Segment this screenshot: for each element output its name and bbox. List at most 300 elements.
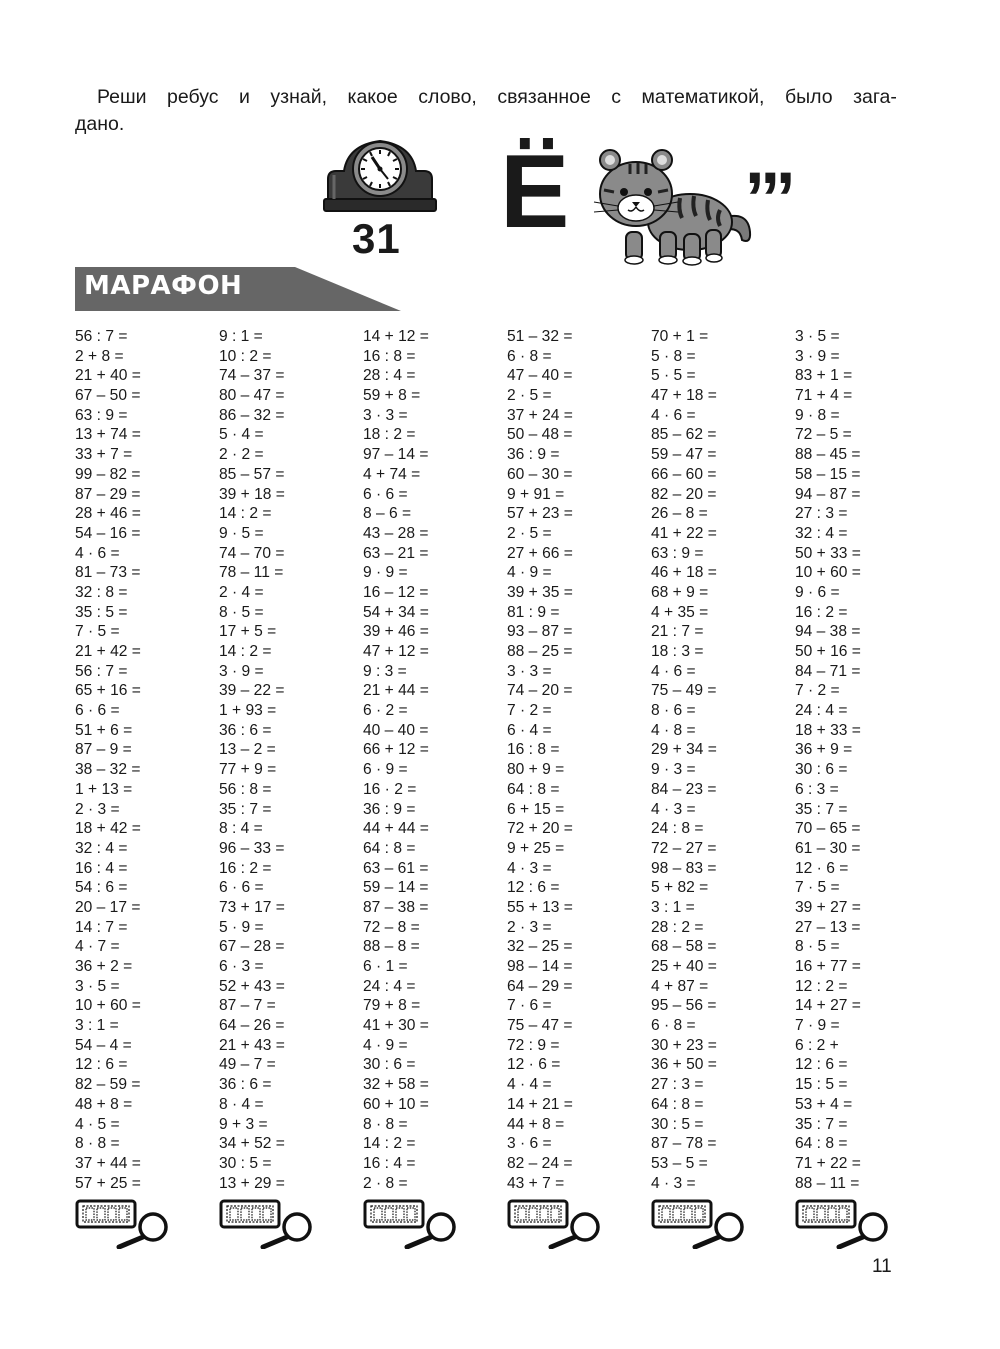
exercise-item: 9 · 8 = xyxy=(795,406,840,424)
exercise-item: 36 + 2 = xyxy=(75,958,133,975)
exercise-item: 16 : 2 = xyxy=(219,859,272,877)
exercise-item: 88 – 11 = xyxy=(795,1174,860,1192)
exercise-item: 66 + 12 = xyxy=(363,741,429,759)
exercise-item: 21 : 7 = xyxy=(651,623,704,641)
exercise-item: 74 – 70 = xyxy=(219,544,285,562)
exercise-item: 40 – 40 = xyxy=(363,721,429,739)
exercise-item: 78 – 11 = xyxy=(219,564,284,582)
exercise-item: 3 : 1 = xyxy=(75,1017,119,1035)
exercise-item: 24 : 4 = xyxy=(795,702,848,720)
exercise-item: 32 : 4 = xyxy=(75,839,128,857)
exercise-item: 27 : 3 = xyxy=(795,505,848,523)
exercise-item: 37 + 24 = xyxy=(507,406,573,424)
exercise-item: 72 + 20 = xyxy=(507,820,573,838)
tiger-icon xyxy=(590,140,760,268)
exercise-item: 84 – 23 = xyxy=(651,780,717,798)
intro-line-1 xyxy=(75,84,897,111)
exercise-item: 30 + 23 = xyxy=(651,1036,717,1054)
exercise-item: 28 + 46 = xyxy=(75,505,141,523)
exercise-item: 74 – 37 = xyxy=(219,367,285,385)
exercise-item: 58 – 15 = xyxy=(795,465,861,483)
exercise-item: 14 + 27 = xyxy=(795,997,861,1015)
intro-word: слово, xyxy=(418,86,477,108)
exercise-item: 64 – 26 = xyxy=(219,1017,285,1035)
exercise-item: 39 + 27 = xyxy=(795,898,861,916)
exercise-item: 3 · 3 = xyxy=(507,662,552,680)
exercise-item: 7 · 2 = xyxy=(507,702,552,720)
exercise-item: 64 – 29 = xyxy=(507,977,573,995)
intro-word: зага- xyxy=(853,86,897,108)
exercise-item: 6 : 2 + xyxy=(795,1036,839,1054)
exercise-item: 54 – 16 = xyxy=(75,524,141,542)
exercise-item: 2 · 2 = xyxy=(219,446,264,464)
exercise-item: 8 · 8 = xyxy=(75,1135,120,1153)
exercise-item: 56 : 7 = xyxy=(75,662,128,680)
exercise-item: 82 – 24 = xyxy=(507,1154,573,1172)
exercise-item: 25 + 40 = xyxy=(651,958,717,975)
exercise-item: 39 + 46 = xyxy=(363,623,429,641)
column-tool-icons xyxy=(75,1197,175,1249)
section-title: МАРАФОН xyxy=(84,271,243,301)
exercise-item: 72 : 9 = xyxy=(507,1036,560,1054)
timer-display-icon xyxy=(77,1201,135,1227)
exercise-item: 67 – 28 = xyxy=(219,938,285,956)
exercise-item: 47 + 12 = xyxy=(363,643,429,660)
exercise-item: 55 + 13 = xyxy=(507,898,573,916)
exercise-item: 3 · 6 = xyxy=(507,1135,552,1153)
exercise-item: 16 : 8 = xyxy=(507,741,560,759)
exercise-item: 6 · 3 = xyxy=(219,958,264,975)
rebus-number: 31 xyxy=(352,215,401,262)
exercise-item: 24 : 4 = xyxy=(363,977,416,995)
exercise-item: 32 : 8 = xyxy=(75,583,128,601)
exercise-item: 95 – 56 = xyxy=(651,997,717,1015)
intro-word: Реши xyxy=(97,86,147,108)
exercise-item: 8 · 5 = xyxy=(219,603,264,621)
exercise-item: 80 – 47 = xyxy=(219,387,285,405)
exercise-item: 57 + 23 = xyxy=(507,505,573,523)
exercise-item: 2 · 5 = xyxy=(507,524,552,542)
exercise-item: 87 – 9 = xyxy=(75,741,132,759)
exercise-item: 8 : 4 = xyxy=(219,820,263,838)
exercise-item: 6 · 8 = xyxy=(651,1017,696,1035)
exercise-item: 16 – 12 = xyxy=(363,583,429,601)
exercise-item: 30 : 5 = xyxy=(651,1115,704,1133)
exercise-item: 8 · 8 = xyxy=(363,1115,408,1133)
intro-word: математикой, xyxy=(641,86,765,108)
exercise-item: 12 · 6 = xyxy=(795,859,849,877)
exercise-item: 2 · 3 = xyxy=(75,800,120,818)
exercise-item: 85 – 62 = xyxy=(651,426,717,444)
exercise-item: 50 – 48 = xyxy=(507,426,573,444)
exercise-item: 88 – 45 = xyxy=(795,446,861,464)
exercise-item: 6 · 6 = xyxy=(363,485,408,503)
exercise-item: 1 + 13 = xyxy=(75,780,133,798)
exercise-item: 87 – 29 = xyxy=(75,485,141,503)
exercise-item: 2 · 3 = xyxy=(507,918,552,936)
exercise-item: 77 + 9 = xyxy=(219,761,277,779)
exercise-item: 87 – 78 = xyxy=(651,1135,717,1153)
exercise-item: 84 – 71 = xyxy=(795,662,861,680)
exercise-column xyxy=(363,327,503,1193)
exercise-item: 4 · 9 = xyxy=(363,1036,408,1054)
exercise-item: 54 – 4 = xyxy=(75,1036,132,1054)
exercise-item: 53 + 4 = xyxy=(795,1095,853,1113)
exercise-item: 50 + 33 = xyxy=(795,544,861,562)
exercise-item: 38 – 32 = xyxy=(75,761,141,779)
exercise-item: 24 : 8 = xyxy=(651,820,704,838)
exercise-item: 36 + 9 = xyxy=(795,741,853,759)
exercise-item: 7 · 9 = xyxy=(795,1017,840,1035)
exercise-item: 4 · 9 = xyxy=(507,564,552,582)
exercise-item: 37 + 44 = xyxy=(75,1154,141,1172)
exercise-column xyxy=(75,327,215,1193)
exercise-item: 4 + 74 = xyxy=(363,465,421,483)
column-tool-icons xyxy=(219,1197,319,1249)
exercise-item: 18 : 3 = xyxy=(651,643,704,660)
exercise-item: 79 + 8 = xyxy=(363,997,421,1015)
exercise-item: 4 · 3 = xyxy=(507,859,552,877)
page-number: 11 xyxy=(872,1256,892,1277)
exercise-item: 7 · 6 = xyxy=(507,997,552,1015)
exercise-item: 43 – 28 = xyxy=(363,524,429,542)
exercise-item: 44 + 44 = xyxy=(363,820,429,838)
exercise-item: 82 – 20 = xyxy=(651,485,717,503)
exercise-item: 47 – 40 = xyxy=(507,367,573,385)
exercise-item: 6 · 1 = xyxy=(363,958,408,975)
exercise-item: 97 – 14 = xyxy=(363,446,429,464)
exercise-item: 3 · 5 = xyxy=(795,328,840,345)
timer-display-icon xyxy=(365,1201,423,1227)
exercise-item: 35 : 7 = xyxy=(219,800,272,818)
exercise-item: 21 + 42 = xyxy=(75,643,141,660)
exercise-item: 14 : 2 = xyxy=(219,643,272,660)
exercise-item: 32 – 25 = xyxy=(507,938,573,956)
exercise-item: 6 · 6 = xyxy=(219,879,264,897)
exercise-item: 3 · 9 = xyxy=(219,662,264,680)
exercise-item: 32 : 4 = xyxy=(795,524,848,542)
exercise-item: 21 + 40 = xyxy=(75,367,141,385)
intro-word: было xyxy=(784,86,833,108)
exercise-item: 39 – 22 = xyxy=(219,682,285,700)
exercise-item: 94 – 87 = xyxy=(795,485,861,503)
intro-word: узнай, xyxy=(270,86,328,108)
exercise-item: 16 + 77 = xyxy=(795,958,861,975)
exercise-item: 9 : 3 = xyxy=(363,662,407,680)
exercise-item: 14 : 7 = xyxy=(75,918,128,936)
exercise-column xyxy=(219,327,359,1193)
exercise-item: 16 : 4 = xyxy=(75,859,128,877)
exercise-item: 59 – 14 = xyxy=(363,879,429,897)
exercise-item: 4 · 6 = xyxy=(651,662,696,680)
exercise-item: 72 – 5 = xyxy=(795,426,852,444)
exercise-item: 9 · 9 = xyxy=(363,564,408,582)
exercise-item: 8 · 6 = xyxy=(651,702,696,720)
exercise-item: 16 · 2 = xyxy=(363,780,417,798)
exercise-item: 75 – 49 = xyxy=(651,682,717,700)
exercise-item: 3 · 5 = xyxy=(75,977,120,995)
exercise-item: 18 : 2 = xyxy=(363,426,416,444)
exercise-item: 36 : 9 = xyxy=(363,800,416,818)
exercise-item: 10 : 2 = xyxy=(219,347,272,365)
exercise-item: 4 · 3 = xyxy=(651,1174,696,1192)
exercise-item: 6 · 4 = xyxy=(507,721,552,739)
exercise-item: 41 + 30 = xyxy=(363,1017,429,1035)
exercise-item: 6 · 9 = xyxy=(363,761,408,779)
exercise-item: 56 : 7 = xyxy=(75,328,128,345)
exercise-item: 56 : 8 = xyxy=(219,780,272,798)
exercise-item: 7 · 5 = xyxy=(795,879,840,897)
exercise-item: 6 : 3 = xyxy=(795,780,839,798)
exercise-item: 70 – 65 = xyxy=(795,820,861,838)
exercise-item: 9 + 91 = xyxy=(507,485,565,503)
exercise-item: 46 + 18 = xyxy=(651,564,717,582)
exercise-item: 16 : 2 = xyxy=(795,603,848,621)
exercise-item: 2 + 8 = xyxy=(75,347,124,365)
clock-icon xyxy=(322,135,437,215)
exercise-item: 14 + 21 = xyxy=(507,1095,573,1113)
exercise-item: 96 – 33 = xyxy=(219,839,285,857)
exercise-item: 27 : 3 = xyxy=(651,1076,704,1094)
exercise-item: 12 : 6 = xyxy=(507,879,560,897)
exercise-item: 70 + 1 = xyxy=(651,328,709,345)
exercise-item: 47 + 18 = xyxy=(651,387,717,405)
exercise-column xyxy=(795,327,935,1193)
exercise-item: 4 · 6 = xyxy=(75,544,120,562)
exercise-item: 6 + 15 = xyxy=(507,800,565,818)
exercise-item: 12 · 6 = xyxy=(507,1056,561,1074)
exercise-item: 18 + 42 = xyxy=(75,820,141,838)
exercise-item: 29 + 34 = xyxy=(651,741,717,759)
exercise-item: 20 – 17 = xyxy=(75,898,141,916)
exercise-item: 63 : 9 = xyxy=(75,406,128,424)
exercise-item: 35 : 7 = xyxy=(795,800,848,818)
intro-line-2: дано. xyxy=(75,113,125,135)
exercise-item: 10 + 60 = xyxy=(75,997,141,1015)
exercise-item: 4 · 6 = xyxy=(651,406,696,424)
timer-display-icon xyxy=(221,1201,279,1227)
exercise-item: 44 + 8 = xyxy=(507,1115,565,1133)
exercise-item: 35 : 7 = xyxy=(795,1115,848,1133)
exercise-item: 17 + 5 = xyxy=(219,623,277,641)
exercise-item: 30 : 6 = xyxy=(795,761,848,779)
exercise-item: 32 + 58 = xyxy=(363,1076,429,1094)
intro-word: ребус xyxy=(167,86,219,108)
exercise-item: 7 · 2 = xyxy=(795,682,840,700)
exercise-item: 16 : 8 = xyxy=(363,347,416,365)
exercise-item: 3 : 1 = xyxy=(651,898,695,916)
exercise-item: 2 · 4 = xyxy=(219,583,264,601)
exercise-item: 81 : 9 = xyxy=(507,603,560,621)
exercise-item: 85 – 57 = xyxy=(219,465,285,483)
exercise-item: 71 + 22 = xyxy=(795,1154,861,1172)
exercise-item: 63 – 61 = xyxy=(363,859,429,877)
exercise-item: 10 + 60 = xyxy=(795,564,861,582)
exercise-item: 18 + 33 = xyxy=(795,721,861,739)
exercise-item: 49 – 7 = xyxy=(219,1056,276,1074)
column-tool-icons xyxy=(795,1197,895,1249)
exercise-item: 41 + 22 = xyxy=(651,524,717,542)
exercise-item: 51 + 6 = xyxy=(75,721,133,739)
exercise-item: 9 : 1 = xyxy=(219,328,263,345)
exercise-item: 39 + 18 = xyxy=(219,485,285,503)
exercise-item: 98 – 83 = xyxy=(651,859,717,877)
exercise-item: 16 : 4 = xyxy=(363,1154,416,1172)
exercise-item: 72 – 8 = xyxy=(363,918,420,936)
exercise-item: 93 – 87 = xyxy=(507,623,573,641)
exercise-item: 6 · 6 = xyxy=(75,702,120,720)
exercise-column xyxy=(651,327,791,1193)
exercise-item: 88 – 25 = xyxy=(507,643,573,660)
timer-display-icon xyxy=(797,1201,855,1227)
exercise-item: 3 · 9 = xyxy=(795,347,840,365)
exercise-item: 75 – 47 = xyxy=(507,1017,573,1035)
intro-word: и xyxy=(239,86,250,108)
exercise-item: 4 · 5 = xyxy=(75,1115,120,1133)
exercise-item: 13 – 2 = xyxy=(219,741,276,759)
timer-display-icon xyxy=(653,1201,711,1227)
exercise-item: 39 + 35 = xyxy=(507,583,573,601)
exercise-item: 48 + 8 = xyxy=(75,1095,133,1113)
exercise-item: 4 + 87 = xyxy=(651,977,709,995)
exercise-item: 36 : 9 = xyxy=(507,446,560,464)
exercise-item: 9 · 6 = xyxy=(795,583,840,601)
exercise-item: 60 – 30 = xyxy=(507,465,573,483)
exercise-item: 5 · 5 = xyxy=(651,367,696,385)
column-tool-icons xyxy=(507,1197,607,1249)
exercise-item: 1 + 93 = xyxy=(219,702,277,720)
exercise-item: 2 · 5 = xyxy=(507,387,552,405)
rebus-commas: ,,, xyxy=(745,120,792,198)
exercise-item: 73 + 17 = xyxy=(219,898,285,916)
exercise-item: 51 – 32 = xyxy=(507,328,573,345)
exercise-item: 88 – 8 = xyxy=(363,938,420,956)
exercise-item: 8 · 5 = xyxy=(795,938,840,956)
exercise-item: 60 + 10 = xyxy=(363,1095,429,1113)
exercise-item: 14 + 12 = xyxy=(363,328,429,345)
exercise-item: 71 + 4 = xyxy=(795,387,853,405)
exercise-item: 27 – 13 = xyxy=(795,918,861,936)
exercise-item: 64 : 8 = xyxy=(795,1135,848,1153)
exercise-column xyxy=(507,327,647,1193)
exercise-item: 28 : 2 = xyxy=(651,918,704,936)
exercise-item: 66 – 60 = xyxy=(651,465,717,483)
exercise-item: 28 : 4 = xyxy=(363,367,416,385)
exercise-item: 30 : 5 = xyxy=(219,1154,272,1172)
exercise-item: 9 + 3 = xyxy=(219,1115,268,1133)
exercise-item: 74 – 20 = xyxy=(507,682,573,700)
exercise-item: 5 · 8 = xyxy=(651,347,696,365)
column-tool-icons xyxy=(651,1197,751,1249)
exercise-item: 6 · 8 = xyxy=(507,347,552,365)
exercise-item: 36 + 50 = xyxy=(651,1056,717,1074)
exercise-item: 13 + 29 = xyxy=(219,1174,285,1192)
exercise-item: 65 + 16 = xyxy=(75,682,141,700)
exercise-item: 87 – 38 = xyxy=(363,898,429,916)
exercise-item: 59 + 8 = xyxy=(363,387,421,405)
exercise-item: 14 : 2 = xyxy=(363,1135,416,1153)
exercise-item: 26 – 8 = xyxy=(651,505,708,523)
exercise-item: 9 · 5 = xyxy=(219,524,264,542)
exercise-item: 99 – 82 = xyxy=(75,465,141,483)
exercise-item: 12 : 2 = xyxy=(795,977,848,995)
timer-display-icon xyxy=(509,1201,567,1227)
exercise-item: 2 · 8 = xyxy=(363,1174,408,1192)
exercise-item: 83 + 1 = xyxy=(795,367,853,385)
exercise-item: 98 – 14 = xyxy=(507,958,573,975)
exercise-item: 68 – 58 = xyxy=(651,938,717,956)
exercise-item: 57 + 25 = xyxy=(75,1174,141,1192)
exercise-item: 61 – 30 = xyxy=(795,839,861,857)
exercise-item: 4 · 7 = xyxy=(75,938,120,956)
exercise-item: 82 – 59 = xyxy=(75,1076,141,1094)
exercise-item: 5 · 9 = xyxy=(219,918,264,936)
exercise-item: 94 – 38 = xyxy=(795,623,861,641)
exercise-item: 4 + 35 = xyxy=(651,603,709,621)
exercise-item: 9 · 3 = xyxy=(651,761,696,779)
exercise-item: 27 + 66 = xyxy=(507,544,573,562)
exercise-item: 64 : 8 = xyxy=(651,1095,704,1113)
exercise-item: 12 : 6 = xyxy=(75,1056,128,1074)
exercise-item: 54 : 6 = xyxy=(75,879,128,897)
exercise-item: 5 · 4 = xyxy=(219,426,264,444)
exercise-item: 30 : 6 = xyxy=(363,1056,416,1074)
exercise-item: 81 – 73 = xyxy=(75,564,141,582)
exercise-item: 59 – 47 = xyxy=(651,446,717,464)
exercise-item: 52 + 43 = xyxy=(219,977,285,995)
exercise-item: 13 + 74 = xyxy=(75,426,141,444)
exercise-item: 72 – 27 = xyxy=(651,839,717,857)
exercise-item: 35 : 5 = xyxy=(75,603,128,621)
exercise-item: 50 + 16 = xyxy=(795,643,861,660)
exercise-item: 21 + 43 = xyxy=(219,1036,285,1054)
exercise-item: 6 · 2 = xyxy=(363,702,408,720)
exercise-item: 80 + 9 = xyxy=(507,761,565,779)
exercise-item: 4 · 3 = xyxy=(651,800,696,818)
exercise-item: 3 · 3 = xyxy=(363,406,408,424)
exercise-item: 63 – 21 = xyxy=(363,544,429,562)
exercise-item: 12 : 6 = xyxy=(795,1056,848,1074)
exercise-item: 67 – 50 = xyxy=(75,387,141,405)
exercise-item: 34 + 52 = xyxy=(219,1135,285,1153)
exercise-item: 43 + 7 = xyxy=(507,1174,565,1192)
exercise-item: 54 + 34 = xyxy=(363,603,429,621)
exercise-item: 63 : 9 = xyxy=(651,544,704,562)
exercise-item: 15 : 5 = xyxy=(795,1076,848,1094)
rebus-letter: Ё xyxy=(500,134,570,250)
exercise-item: 87 – 7 = xyxy=(219,997,276,1015)
exercise-item: 36 : 6 = xyxy=(219,721,272,739)
exercise-item: 86 – 32 = xyxy=(219,406,285,424)
exercise-item: 5 + 82 = xyxy=(651,879,709,897)
exercise-item: 7 · 5 = xyxy=(75,623,120,641)
column-tool-icons xyxy=(363,1197,463,1249)
exercise-item: 33 + 7 = xyxy=(75,446,133,464)
exercise-item: 64 : 8 = xyxy=(507,780,560,798)
exercise-item: 14 : 2 = xyxy=(219,505,272,523)
exercise-item: 8 – 6 = xyxy=(363,505,412,523)
intro-word: связанное xyxy=(497,86,591,108)
exercise-item: 53 – 5 = xyxy=(651,1154,708,1172)
exercise-item: 21 + 44 = xyxy=(363,682,429,700)
exercise-item: 4 · 8 = xyxy=(651,721,696,739)
exercise-item: 8 · 4 = xyxy=(219,1095,264,1113)
exercise-item: 36 : 6 = xyxy=(219,1076,272,1094)
exercise-item: 4 · 4 = xyxy=(507,1076,552,1094)
intro-word: с xyxy=(611,86,622,108)
exercise-item: 68 + 9 = xyxy=(651,583,709,601)
exercise-item: 9 + 25 = xyxy=(507,839,565,857)
